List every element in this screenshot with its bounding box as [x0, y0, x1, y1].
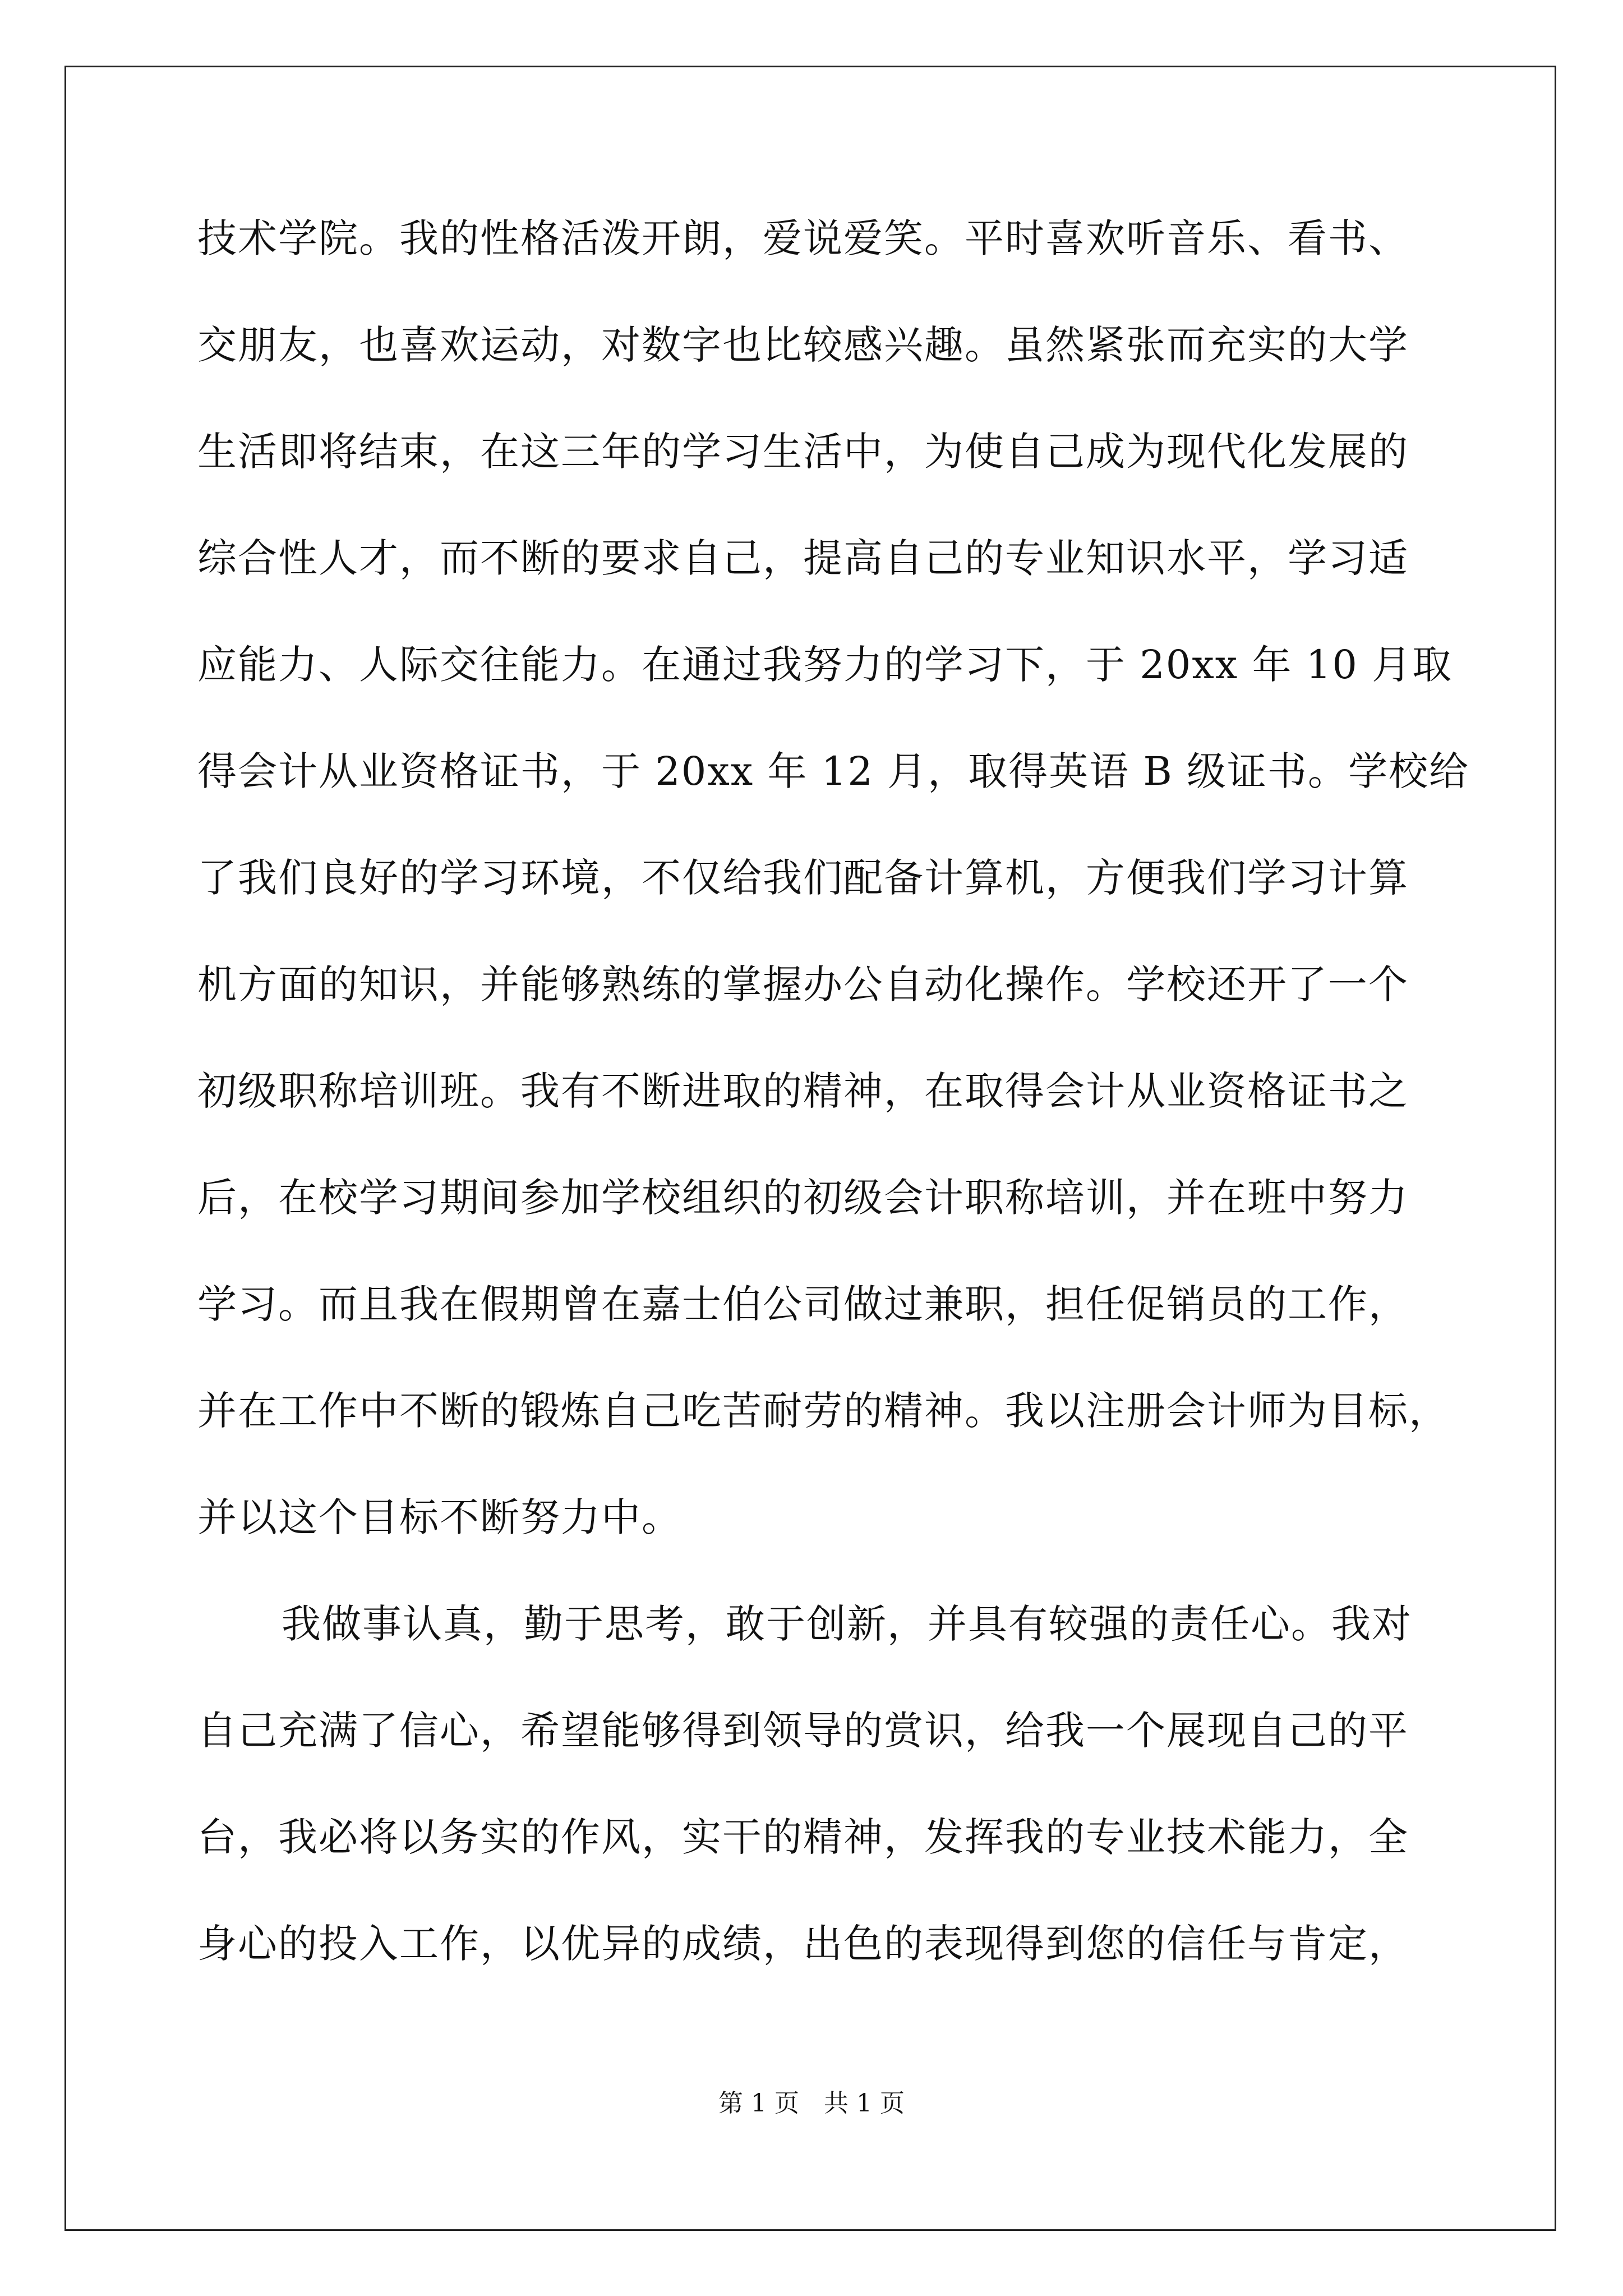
- text-line: 应能力、人际交往能力。在通过我努力的学习下，于 20xx 年 10 月取: [197, 642, 1453, 688]
- text-line: 机方面的知识，并能够熟练的掌握办公自动化操作。学校还开了一个: [197, 961, 1409, 1007]
- page-number: 第 1 页: [718, 2089, 799, 2118]
- text-line: 并以这个目标不断努力中。: [197, 1494, 682, 1540]
- paragraph-start-line: 我做事认真，勤于思考，敢于创新，并具有较强的责任心。我对: [282, 1601, 1412, 1647]
- text-line: 身心的投入工作，以优异的成绩，出色的表现得到您的信任与肯定，: [197, 1921, 1409, 1967]
- text-line: 综合性人才，而不断的要求自己，提高自己的专业知识水平，学习适: [197, 535, 1409, 581]
- page-footer: [0, 2087, 1623, 2120]
- text-line: 后，在校学习期间参加学校组织的初级会计职称培训，并在班中努力: [197, 1175, 1409, 1221]
- text-line: 技术学院。我的性格活泼开朗，爱说爱笑。平时喜欢听音乐、看书、: [197, 215, 1409, 261]
- text-line: 初级职称培训班。我有不断进取的精神，在取得会计从业资格证书之: [197, 1068, 1409, 1114]
- text-line: 自己充满了信心，希望能够得到领导的赏识，给我一个展现自己的平: [197, 1708, 1409, 1754]
- text-line: 生活即将结束，在这三年的学习生活中，为使自己成为现代化发展的: [197, 429, 1409, 475]
- text-line: 得会计从业资格证书，于 20xx 年 12 月，取得英语 B 级证书。学校给: [197, 748, 1470, 794]
- text-line: 并在工作中不断的锻炼自己吃苦耐劳的精神。我以注册会计师为目标，: [197, 1388, 1449, 1434]
- page-total: 共 1 页: [824, 2089, 905, 2118]
- text-line: 了我们良好的学习环境，不仅给我们配备计算机，方便我们学习计算: [197, 855, 1409, 901]
- text-line: 学习。而且我在假期曾在嘉士伯公司做过兼职，担任促销员的工作，: [197, 1281, 1409, 1327]
- text-line: 台，我必将以务实的作风，实干的精神，发挥我的专业技术能力，全: [197, 1814, 1409, 1860]
- document-body: [197, 185, 1470, 1997]
- text-line: 交朋友，也喜欢运动，对数字也比较感兴趣。虽然紧张而充实的大学: [197, 322, 1409, 368]
